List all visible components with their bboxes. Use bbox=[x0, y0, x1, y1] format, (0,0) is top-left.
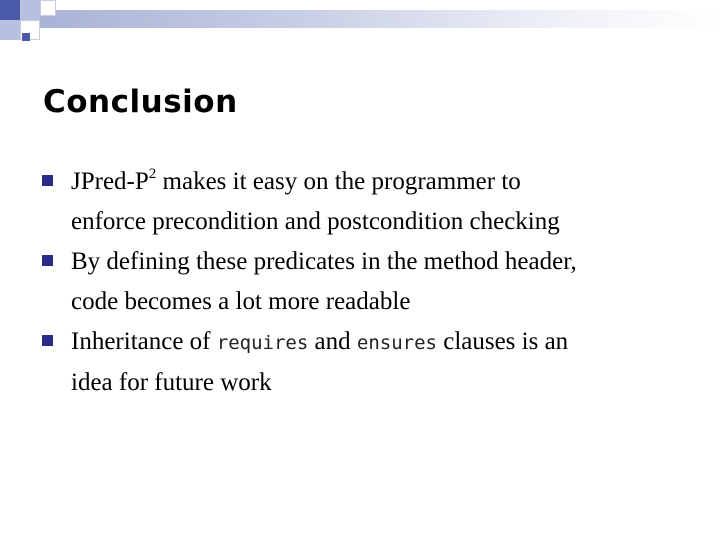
code-keyword: requires bbox=[216, 332, 309, 354]
deco-square bbox=[0, 0, 20, 20]
bullet-text bbox=[71, 248, 577, 315]
bullet-item bbox=[42, 322, 702, 403]
square-bullet-icon bbox=[42, 255, 53, 266]
deco-square bbox=[22, 33, 30, 41]
deco-square bbox=[40, 0, 56, 16]
square-bullet-icon bbox=[42, 175, 53, 186]
slide-title: Conclusion bbox=[43, 84, 238, 120]
bullet-text bbox=[71, 328, 568, 396]
bullet-text-segment: code becomes a lot more readable bbox=[71, 288, 411, 315]
bullet-text-segment: By defining these predicates in the method header, bbox=[71, 248, 577, 275]
bullet-text-segment: and bbox=[308, 328, 357, 355]
bullet-text-segment: idea for future work bbox=[71, 369, 272, 396]
bullet-text-segment: JPred-P bbox=[71, 168, 149, 195]
bullet-text-segment: Inheritance of bbox=[71, 328, 217, 355]
deco-square bbox=[20, 0, 40, 20]
bullet-text-segment: makes it easy on the programmer to bbox=[156, 168, 521, 195]
gradient-bar bbox=[40, 10, 720, 28]
code-keyword: ensures bbox=[356, 332, 437, 354]
bullet-list bbox=[42, 162, 702, 403]
superscript: 2 bbox=[148, 166, 157, 182]
bullet-item bbox=[42, 162, 702, 242]
bullet-text-segment: clauses is an bbox=[436, 328, 569, 355]
square-bullet-icon bbox=[42, 335, 53, 346]
bullet-item bbox=[42, 242, 702, 322]
bullet-text-segment: enforce precondition and postcondition checking bbox=[71, 208, 560, 235]
header-decoration bbox=[0, 0, 720, 40]
deco-square bbox=[0, 20, 20, 40]
bullet-text bbox=[71, 168, 560, 235]
